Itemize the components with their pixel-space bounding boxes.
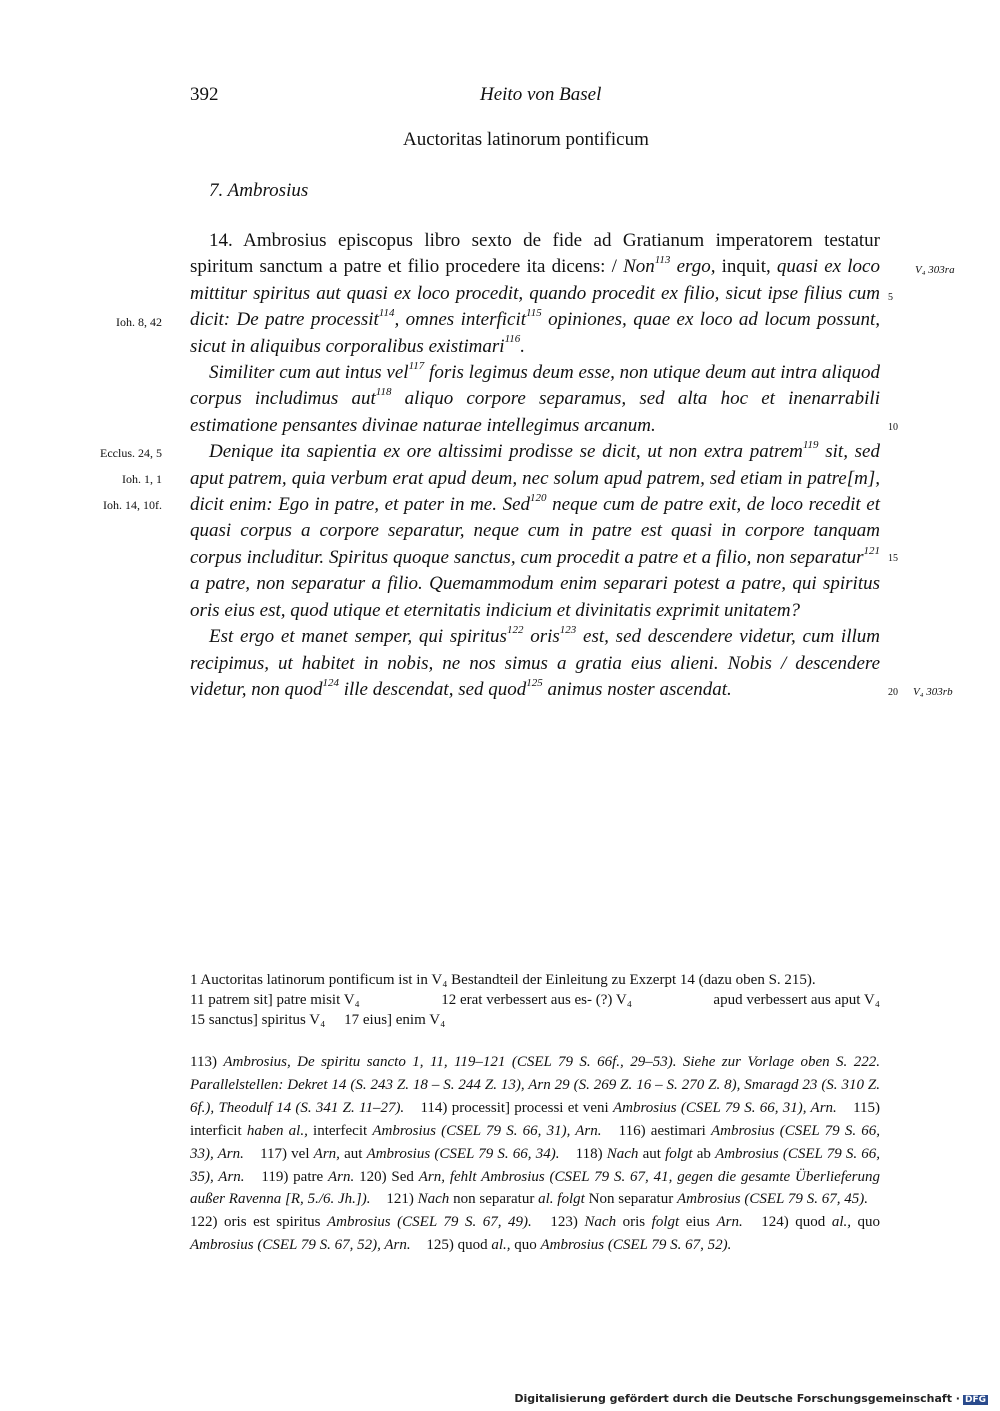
apparatus-line: 1 Auctoritas latinorum pontificum ist in V₄ Bestandteil der Einleitung zu Exzerpt 14 (dazu oben S. 215). (190, 972, 816, 988)
running-head: Heito von Basel (480, 84, 602, 105)
paragraph: Denique ita sapientia ex ore altissimi prodisse se dicit, ut non extra patrem$^{119}$ sit, sed aput patrem, quia verbum erat apud deum, nec solum apud patrem, sed etiam in patre[m], dicit enim: Ego in patre, et pater in me. Sed$^{120}$ neque cum de patre exit, de loco recedit et quasi corpus a corpore separatur, neque cum in patre est quasi in corpore tanquam corpus includitur. Spiritus quoque sanctus, cum procedit a patre et a filio, non separatur$^{121}$ a patre, non separatur a filio. Quemammodum enim separari potest a patre, qui spiritus oris eius est, quod utique et eternitatis indicium et divinitatis exprimit unitatem? (190, 438, 880, 621)
margin-ref: Ioh. 8, 42 (116, 315, 162, 329)
digitization-footer (514, 1392, 988, 1405)
page-number: 392 (190, 84, 219, 105)
line-number: 5 (888, 292, 893, 303)
subsection-title: 7. Ambrosius (209, 180, 309, 201)
manuscript-folio: V₄ 303ra (915, 264, 955, 276)
apparatus-entry: apud verbessert aus aput V₄ (713, 992, 880, 1008)
paragraph: 14. Ambrosius episcopus libro sexto de fide ad Gratianum imperatorem testatur spiritum sanctum a patre et filio procedere ita dicens: / Non$^{113}$ ergo, inquit, quasi ex loco mittitur spiritus aut quasi ex loco procedit, quando procedit ex filio, sicut ipse filius cum dicit: De patre processit$^{114}$, omnes interficit$^{115}$ opiniones, quae ex loco ad locum possunt, sicut in aliquibus corporalibus existimari$^{116}$. (190, 230, 881, 357)
source-notes: 113) Ambrosius, De spiritu sancto 1, 11, 119–121 (CSEL 79 S. 66f., 29–53). Siehe zur Vorlage oben S. 222. Parallelstellen: Dekret 14 (S. 243 Z. 18 – S. 244 Z. 13), Arn 29 (S. 269 Z. 16 – S. 270 Z. 8), Smaragd 23 (S. 310 Z. 6f.), Theodulf 14 (S. 341 Z. 11–27). 114) processit] processi et veni Ambrosius (CSEL 79 S. 66, 31), Arn. 115) interficit haben al., interfecit Ambrosius (CSEL 79 S. 66, 31), Arn. 116) aestimari Ambrosius (CSEL 79 S. 66, 33), Arn. 117) vel Arn, aut Ambrosius (CSEL 79 S. 66, 34). 118) Nach aut folgt ab Ambrosius (CSEL 79 S. 66, 35), Arn. 119) patre Arn. 120) Sed Arn, fehlt Ambrosius (CSEL 79 S. 67, 41, gegen die gesamte Überlieferung außer Ravenna [R, 5./6. Jh.]). 121) Nach non separatur al. folgt Non separatur Ambrosius (CSEL 79 S. 67, 45). 122) oris est spiritus Ambrosius (CSEL 79 S. 67, 49). 123) Nach oris folgt eius Arn. 124) quod al., quo Ambrosius (CSEL 79 S. 67, 52), Arn. 125) quod al., quo Ambrosius (CSEL 79 S. 67, 52). (190, 1054, 881, 1254)
section-title: Auctoritas latinorum pontificum (403, 129, 649, 150)
paragraph: Est ergo et manet semper, qui spiritus$^{122}$ oris$^{123}$ est, sed descendere videtur, cum illum recipimus, ut habitet in nobis, ne nos simus a gratia eius alieni. Nobis / descendere videtur, non quod$^{124}$ ille descendat, sed quod$^{125}$ animus noster ascendat. (190, 623, 880, 700)
line-number: 20 (888, 687, 898, 698)
paragraph: Similiter cum aut intus vel$^{117}$ foris legimus deum esse, non utique deum aut intra aliquod corpus includimus aut$^{118}$ aliquo corpore separamus, sed alta hoc et inenarrabili estimatione pensantes divinae naturae intellegimus arcanum. (190, 359, 880, 436)
footer-text: Digitalisierung gefördert durch die Deutsche Forschungsgemeinschaft · (514, 1392, 960, 1405)
dfg-logo: DFG (964, 1395, 986, 1405)
margin-ref: Ecclus. 24, 5 (100, 446, 162, 460)
apparatus-line: 15 sanctus] spiritus V₄ 17 eius] enim V₄ (190, 1012, 446, 1028)
apparatus-entry: 12 erat verbessert aus es- (?) V₄ (441, 992, 632, 1008)
main-text (190, 228, 880, 703)
margin-ref: Ioh. 1, 1 (122, 472, 162, 486)
critical-apparatus (190, 970, 880, 1030)
line-number: 15 (888, 553, 898, 564)
line-number: 10 (888, 422, 898, 433)
manuscript-folio: V₄ 303rb (913, 686, 953, 698)
apparatus-entry: 11 patrem sit] patre misit V₄ (190, 992, 360, 1008)
apparatus-line (190, 990, 880, 1010)
margin-ref: Ioh. 14, 10f. (103, 498, 162, 512)
